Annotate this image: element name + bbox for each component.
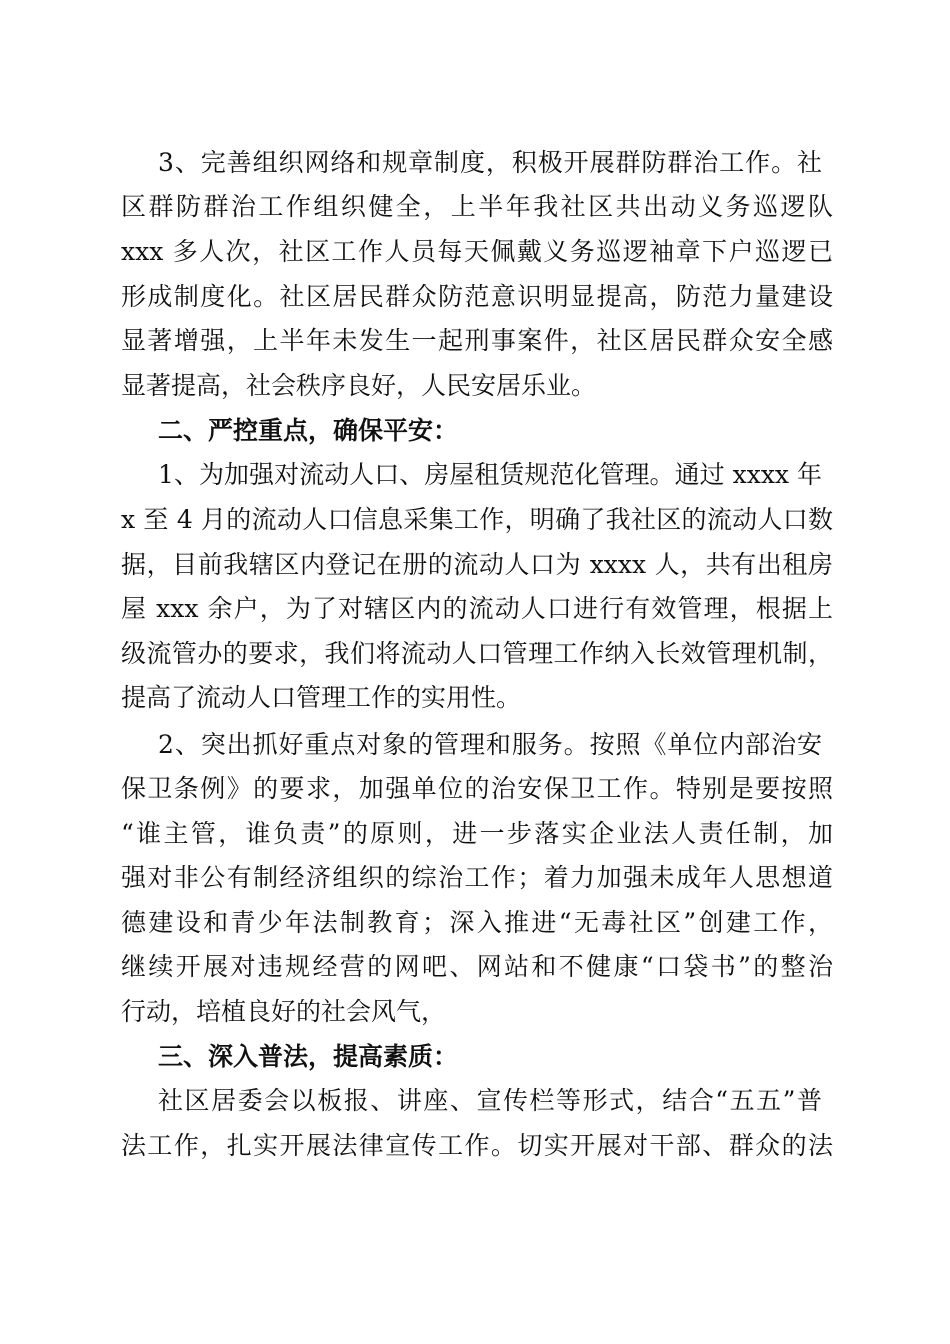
paragraph-line: 社区居委会以板报、讲座、宣传栏等形式，结合“五五”普 — [158, 1086, 822, 1115]
paragraph-line: 提高了流动人口管理工作的实用性。 — [121, 683, 522, 712]
paragraph-line: 形成制度化。社区居民群众防范意识明显提高，防范力量建设 — [121, 282, 833, 311]
paragraph-line: 屋 xxx 余户，为了对辖区内的流动人口进行有效管理，根据上 — [121, 594, 833, 623]
paragraph-line: x 至 4 月的流动人口信息采集工作，明确了我社区的流动人口数 — [121, 505, 833, 534]
paragraph-line: 继续开展对违规经营的网吧、网站和不健康“口袋书”的整治 — [121, 952, 833, 981]
paragraph-line: 级流管办的要求，我们将流动人口管理工作纳入长效管理机制， — [121, 639, 833, 668]
paragraph-line: 区群防群治工作组织健全，上半年我社区共出动义务巡逻队 — [121, 192, 833, 221]
paragraph-line: 保卫条例》的要求，加强单位的治安保卫工作。特别是要按照 — [121, 774, 833, 803]
paragraph-line: 3、完善组织网络和规章制度，积极开展群防群治工作。社 — [158, 148, 822, 177]
paragraph-line: 2、突出抓好重点对象的管理和服务。按照《单位内部治安 — [158, 730, 822, 759]
paragraph-line: xxx 多人次，社区工作人员每天佩戴义务巡逻袖章下户巡逻已 — [121, 237, 833, 266]
paragraph-line: “谁主管，谁负责”的原则，进一步落实企业法人责任制，加 — [121, 819, 833, 848]
paragraph-line: 德建设和青少年法制教育；深入推进“无毒社区”创建工作， — [121, 908, 833, 937]
paragraph-line: 显著提高，社会秩序良好，人民安居乐业。 — [121, 371, 597, 400]
section-heading: 三、深入普法，提高素质： — [158, 1042, 459, 1071]
paragraph-line: 显著增强，上半年未发生一起刑事案件，社区居民群众安全感 — [121, 326, 833, 355]
paragraph-line: 强对非公有制经济组织的综治工作；着力加强未成年人思想道 — [121, 863, 833, 892]
paragraph-line: 据，目前我辖区内登记在册的流动人口为 xxxx 人，共有出租房 — [121, 550, 833, 579]
paragraph-line: 1、为加强对流动人口、房屋租赁规范化管理。通过 xxxx 年 — [158, 460, 822, 489]
paragraph-line: 法工作，扎实开展法律宣传工作。切实开展对干部、群众的法 — [121, 1131, 833, 1160]
section-heading: 二、严控重点，确保平安： — [158, 416, 459, 445]
paragraph-line: 行动，培植良好的社会风气， — [121, 997, 447, 1026]
